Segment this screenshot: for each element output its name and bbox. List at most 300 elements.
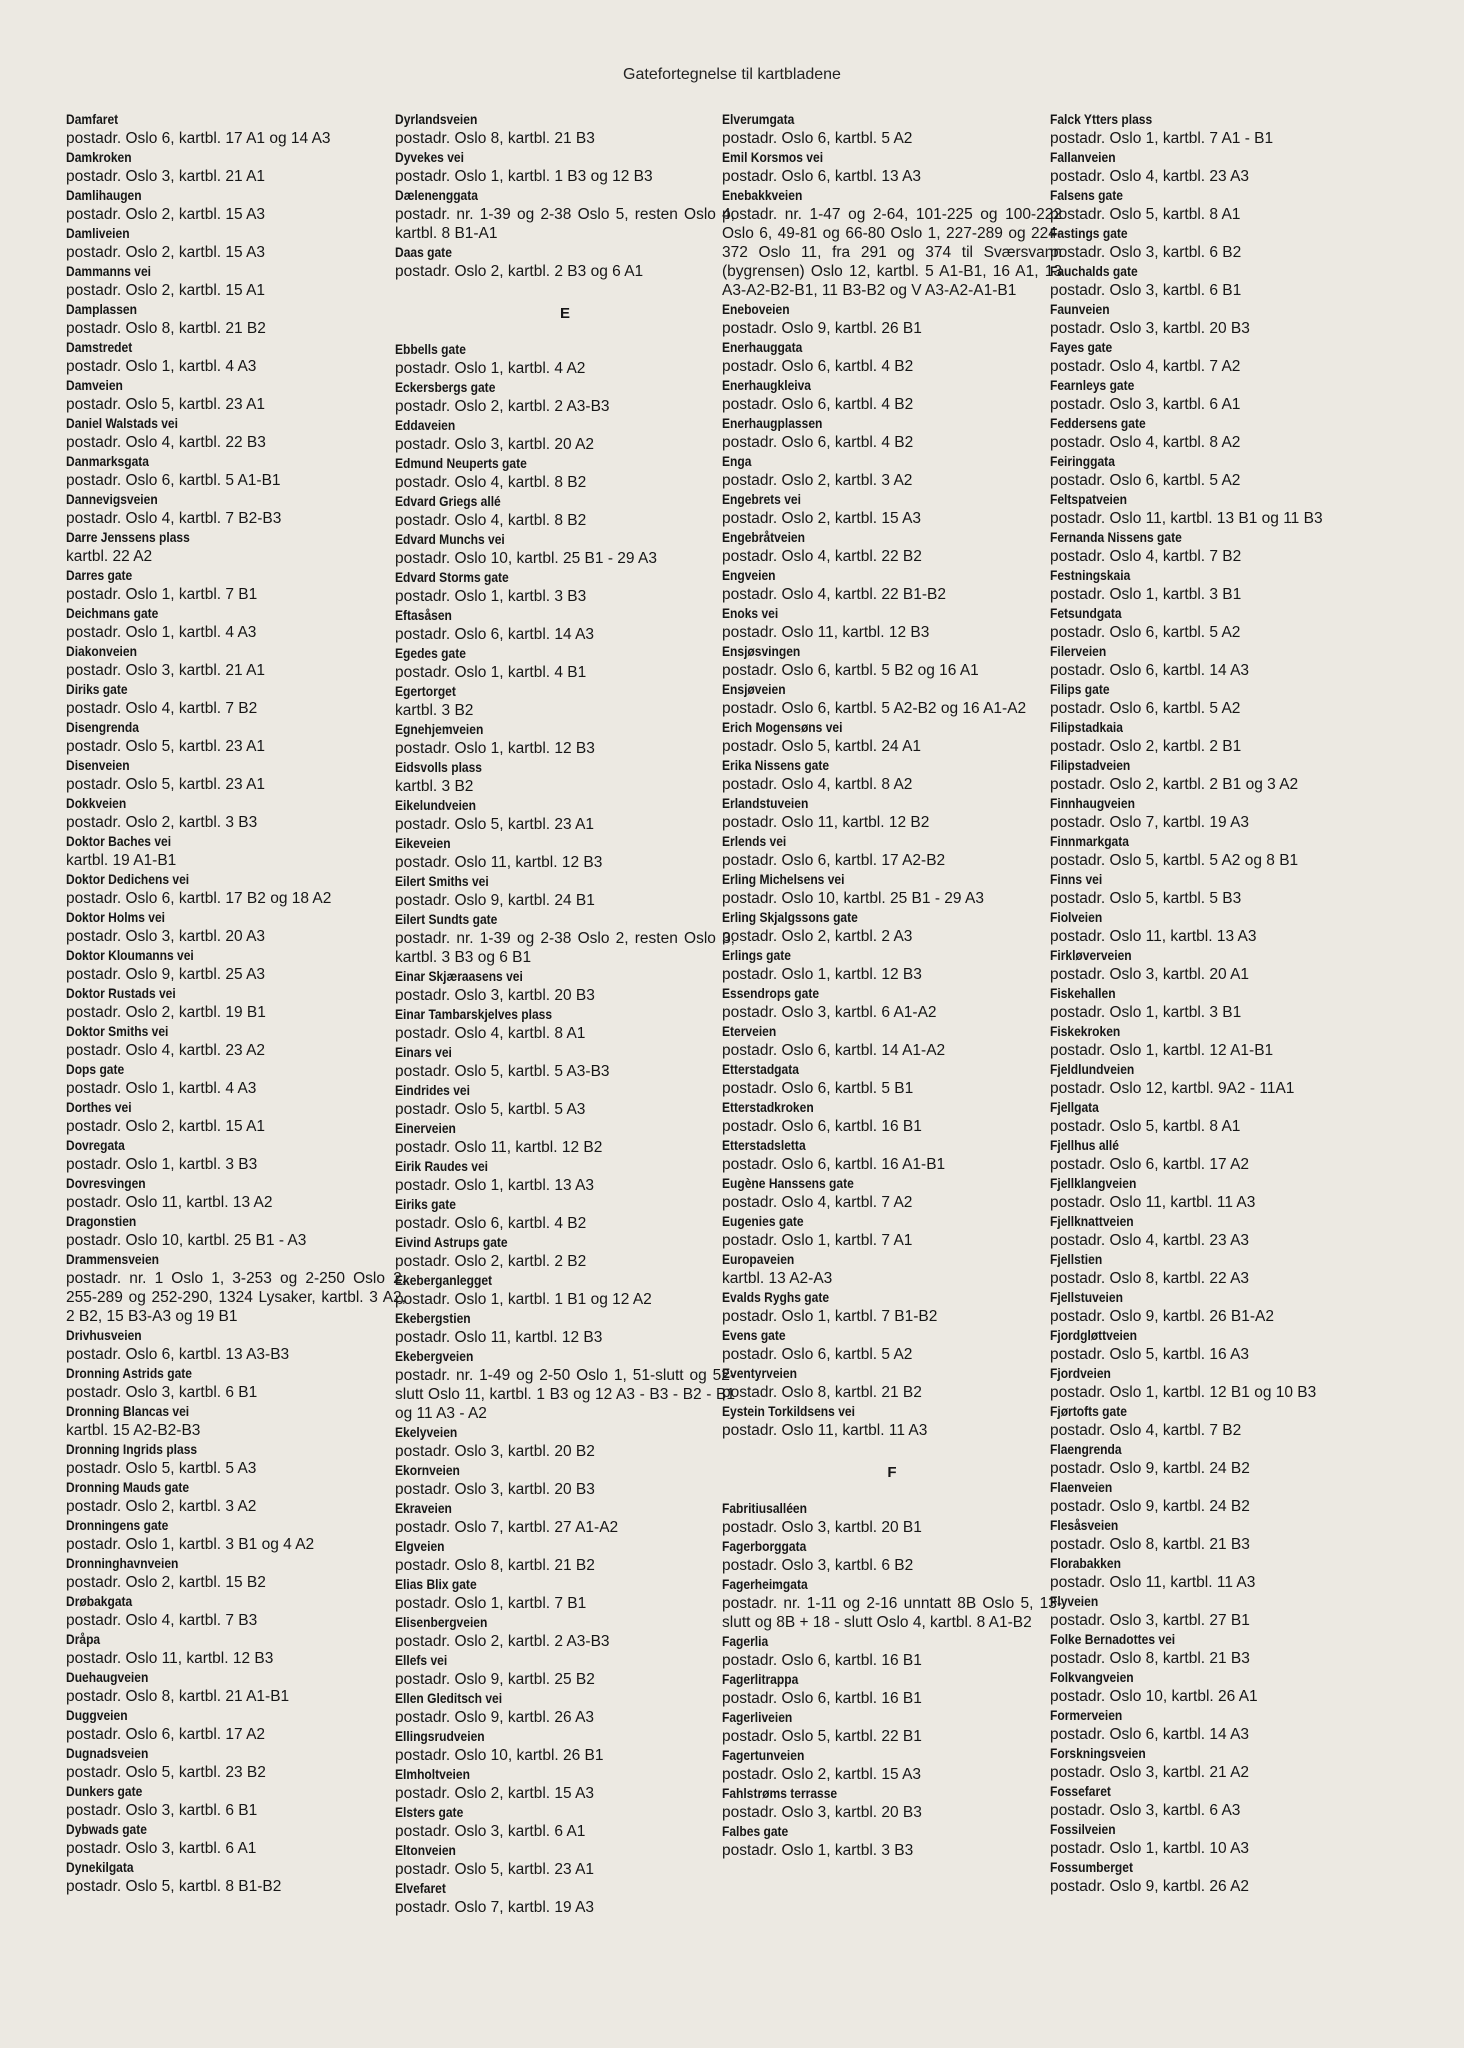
street-entry xyxy=(66,452,406,490)
street-address-detail: postadr. Oslo 6, kartbl. 17 A2 xyxy=(1050,1156,1250,1173)
street-address-detail: postadr. Oslo 9, kartbl. 26 A3 xyxy=(395,1709,595,1726)
street-entry xyxy=(66,186,406,224)
street-name: Dokkveien xyxy=(66,795,127,811)
street-address-detail: postadr. Oslo 1, kartbl. 12 B1 og 10 B3 xyxy=(1050,1384,1317,1401)
street-entry xyxy=(395,1461,735,1499)
street-entry xyxy=(1050,1402,1390,1440)
street-entry xyxy=(1050,224,1390,262)
street-entry xyxy=(1050,718,1390,756)
street-name: Fjørtofts gate xyxy=(1050,1403,1127,1419)
street-entry xyxy=(66,1174,406,1212)
street-address-detail: postadr. Oslo 6, kartbl. 13 A3 xyxy=(722,168,922,185)
street-address-detail: postadr. Oslo 3, kartbl. 21 A1 xyxy=(66,662,266,679)
street-entry xyxy=(722,1784,1062,1822)
street-address-detail: postadr. Oslo 11, kartbl. 12 B3 xyxy=(395,854,603,871)
street-entry xyxy=(66,1782,406,1820)
street-entry xyxy=(395,148,735,186)
street-name: Doktor Baches vei xyxy=(66,833,172,849)
street-entry xyxy=(722,908,1062,946)
street-entry xyxy=(395,1841,735,1879)
street-entry xyxy=(395,1347,735,1423)
street-name: Fjellklangveien xyxy=(1050,1175,1137,1191)
street-column-1 xyxy=(66,110,406,1896)
street-name: Ebbells gate xyxy=(395,341,466,357)
street-address-detail: postadr. Oslo 9, kartbl. 26 A2 xyxy=(1050,1878,1250,1895)
street-entry xyxy=(1050,946,1390,984)
street-name: Ellen Gleditsch vei xyxy=(395,1690,503,1706)
street-name: Feltspatveien xyxy=(1050,491,1127,507)
street-name: Dorthes vei xyxy=(66,1099,132,1115)
street-entry xyxy=(395,834,735,872)
street-address-detail: postadr. Oslo 5, kartbl. 23 A1 xyxy=(66,396,266,413)
street-entry xyxy=(1050,1364,1390,1402)
street-address-detail: postadr. Oslo 1, kartbl. 3 B3 xyxy=(722,1842,914,1859)
street-name: Damstredet xyxy=(66,339,133,355)
street-name: Dannevigsveien xyxy=(66,491,158,507)
street-name: Fearnleys gate xyxy=(1050,377,1135,393)
street-name: Daniel Walstads vei xyxy=(66,415,178,431)
street-name: Filipstadveien xyxy=(1050,757,1131,773)
street-entry xyxy=(66,870,406,908)
street-address-detail: postadr. Oslo 4, kartbl. 7 B2 xyxy=(1050,548,1242,565)
street-entry xyxy=(1050,870,1390,908)
street-name: Dronning Astrids gate xyxy=(66,1365,192,1381)
street-entry xyxy=(395,1613,735,1651)
street-name: Dybwads gate xyxy=(66,1821,147,1837)
street-name: Eddaveien xyxy=(395,417,456,433)
street-entry xyxy=(395,1309,735,1347)
street-entry xyxy=(395,1765,735,1803)
street-address-detail: postadr. Oslo 5, kartbl. 5 B3 xyxy=(1050,890,1242,907)
street-name: Disenveien xyxy=(66,757,130,773)
street-entry xyxy=(1050,376,1390,414)
street-name: Eidsvolls plass xyxy=(395,759,483,775)
street-address-detail: postadr. Oslo 4, kartbl. 22 B3 xyxy=(66,434,266,451)
street-address-detail: postadr. Oslo 3, kartbl. 21 A2 xyxy=(1050,1764,1250,1781)
street-address-detail: postadr. Oslo 2, kartbl. 2 A3-B3 xyxy=(395,398,610,415)
street-entry xyxy=(722,338,1062,376)
street-name: Ensjøsvingen xyxy=(722,643,801,659)
street-entry xyxy=(395,1879,735,1917)
street-entry xyxy=(1050,490,1390,528)
street-address-detail: postadr. Oslo 1, kartbl. 7 A1 xyxy=(722,1232,913,1249)
street-address-detail: postadr. Oslo 4, kartbl. 22 B2 xyxy=(722,548,922,565)
street-entry xyxy=(722,452,1062,490)
street-entry xyxy=(395,1575,735,1613)
street-entry xyxy=(1050,794,1390,832)
street-entry xyxy=(66,1364,406,1402)
street-name: Fauchalds gate xyxy=(1050,263,1138,279)
street-name: Etterstadsletta xyxy=(722,1137,806,1153)
street-entry xyxy=(66,1630,406,1668)
street-address-detail: postadr. Oslo 4, kartbl. 7 B2 xyxy=(1050,1422,1242,1439)
street-name: Einar Tambarskjelves plass xyxy=(395,1006,553,1022)
street-name: Edvard Munchs vei xyxy=(395,531,505,547)
street-name: Disengrenda xyxy=(66,719,139,735)
street-entry xyxy=(395,1689,735,1727)
street-entry xyxy=(66,832,406,870)
street-name: Dunkers gate xyxy=(66,1783,143,1799)
street-address-detail: postadr. Oslo 3, kartbl. 6 B1 xyxy=(66,1384,258,1401)
street-name: Fiskehallen xyxy=(1050,985,1116,1001)
street-entry xyxy=(66,794,406,832)
street-entry xyxy=(395,872,735,910)
street-column-3 xyxy=(722,110,1062,1860)
street-name: Engveien xyxy=(722,567,776,583)
street-name: Fastings gate xyxy=(1050,225,1128,241)
street-entry xyxy=(395,1499,735,1537)
street-name: Folkvangveien xyxy=(1050,1669,1134,1685)
street-entry xyxy=(66,1554,406,1592)
street-name: Damfaret xyxy=(66,111,119,127)
street-name: Dynekilgata xyxy=(66,1859,134,1875)
street-address-detail: postadr. Oslo 6, kartbl. 4 B2 xyxy=(395,1215,587,1232)
street-entry xyxy=(395,186,735,243)
street-name: Eikeveien xyxy=(395,835,451,851)
street-entry xyxy=(395,1803,735,1841)
street-name: Damveien xyxy=(66,377,123,393)
street-name: Damliveien xyxy=(66,225,130,241)
street-name: Erlandstuveien xyxy=(722,795,809,811)
street-name: Dyvekes vei xyxy=(395,149,464,165)
street-address-detail: postadr. Oslo 5, kartbl. 16 A3 xyxy=(1050,1346,1250,1363)
street-name: Drammensveien xyxy=(66,1251,160,1267)
street-name: Europaveien xyxy=(722,1251,795,1267)
street-address-detail: postadr. Oslo 5, kartbl. 23 A1 xyxy=(395,1861,595,1878)
street-entry xyxy=(1050,1820,1390,1858)
street-address-detail: postadr. Oslo 8, kartbl. 21 B2 xyxy=(66,320,266,337)
street-address-detail: postadr. Oslo 9, kartbl. 24 B2 xyxy=(1050,1460,1250,1477)
street-name: Flaenveien xyxy=(1050,1479,1113,1495)
street-entry xyxy=(66,300,406,338)
street-column-2 xyxy=(395,110,735,1917)
street-address-detail: postadr. Oslo 4, kartbl. 8 A1 xyxy=(395,1025,586,1042)
street-name: Engebråtveien xyxy=(722,529,805,545)
street-entry xyxy=(722,1364,1062,1402)
street-name: Dugnadsveien xyxy=(66,1745,149,1761)
street-entry xyxy=(395,110,735,148)
street-name: Egedes gate xyxy=(395,645,466,661)
street-name: Darre Jenssens plass xyxy=(66,529,190,545)
street-name: Eugène Hanssens gate xyxy=(722,1175,854,1191)
street-address-detail: postadr. Oslo 11, kartbl. 13 A3 xyxy=(1050,928,1257,945)
street-name: Erling Skjalgssons gate xyxy=(722,909,858,925)
street-address-detail: postadr. Oslo 1, kartbl. 1 B3 og 12 B3 xyxy=(395,168,653,185)
street-address-detail: postadr. Oslo 2, kartbl. 15 A3 xyxy=(395,1785,595,1802)
street-address-detail: postadr. Oslo 1, kartbl. 7 B1 xyxy=(66,586,258,603)
street-entry xyxy=(1050,1516,1390,1554)
street-entry xyxy=(722,984,1062,1022)
street-entry xyxy=(66,604,406,642)
street-address-detail: postadr. nr. 1-47 og 2-64, 101-225 og 100-222 Oslo 6, 49-81 og 66-80 Oslo 1, 227-289 og 224-372 Oslo 11, fra 291 og 374 til Sværsvann (bygrensen) Oslo 12, kartbl. 5 A1-B1, 16 A1, 13 A3-A2-B2-B1, 11 B3-B2 og V A3-A2-A1-B1 xyxy=(722,206,1062,299)
street-address-detail: postadr. Oslo 6, kartbl. 5 A2 xyxy=(1050,624,1241,641)
street-name: Duggveien xyxy=(66,1707,128,1723)
street-entry xyxy=(1050,984,1390,1022)
street-address-detail: postadr. Oslo 6, kartbl. 4 B2 xyxy=(722,434,914,451)
street-entry xyxy=(722,1212,1062,1250)
street-address-detail: postadr. nr. 1-39 og 2-38 Oslo 5, resten Oslo 4, kartbl. 8 B1-A1 xyxy=(395,206,735,242)
street-name: Flyveien xyxy=(1050,1593,1099,1609)
street-entry xyxy=(722,1402,1062,1440)
street-entry xyxy=(395,758,735,796)
street-address-detail: postadr. Oslo 7, kartbl. 19 A3 xyxy=(395,1899,595,1916)
street-address-detail: postadr. Oslo 3, kartbl. 6 B1 xyxy=(66,1802,258,1819)
street-address-detail: postadr. Oslo 4, kartbl. 7 A2 xyxy=(722,1194,913,1211)
street-address-detail: postadr. Oslo 2, kartbl. 2 B3 og 6 A1 xyxy=(395,263,644,280)
street-name: Einars vei xyxy=(395,1044,452,1060)
street-address-detail: postadr. Oslo 9, kartbl. 25 A3 xyxy=(66,966,266,983)
street-name: Falck Ytters plass xyxy=(1050,111,1153,127)
street-entry xyxy=(66,718,406,756)
street-name: Ellingsrudveien xyxy=(395,1728,485,1744)
street-address-detail: postadr. Oslo 10, kartbl. 25 B1 - A3 xyxy=(66,1232,307,1249)
street-address-detail: postadr. Oslo 2, kartbl. 15 A1 xyxy=(66,282,266,299)
street-address-detail: postadr. Oslo 10, kartbl. 26 A1 xyxy=(1050,1688,1258,1705)
street-name: Fiolveien xyxy=(1050,909,1103,925)
street-name: Diakonveien xyxy=(66,643,137,659)
street-name: Florabakken xyxy=(1050,1555,1121,1571)
street-entry xyxy=(66,680,406,718)
street-name: Dyrlandsveien xyxy=(395,111,478,127)
street-name: Finnhaugveien xyxy=(1050,795,1135,811)
street-address-detail: postadr. Oslo 6, kartbl. 4 B2 xyxy=(722,396,914,413)
street-name: Dronning Mauds gate xyxy=(66,1479,190,1495)
street-entry xyxy=(722,110,1062,148)
street-address-detail: kartbl. 3 B2 xyxy=(395,702,474,719)
street-name: Eckersbergs gate xyxy=(395,379,496,395)
street-name: Fagerlia xyxy=(722,1633,769,1649)
street-address-detail: postadr. Oslo 3, kartbl. 20 A1 xyxy=(1050,966,1250,983)
street-name: Erlends vei xyxy=(722,833,787,849)
street-address-detail: postadr. Oslo 2, kartbl. 2 B1 og 3 A2 xyxy=(1050,776,1299,793)
street-address-detail: postadr. Oslo 6, kartbl. 5 B2 og 16 A1 xyxy=(722,662,979,679)
street-name: Fernanda Nissens gate xyxy=(1050,529,1182,545)
street-address-detail: postadr. Oslo 5, kartbl. 22 B1 xyxy=(722,1728,922,1745)
street-name: Dronning Ingrids plass xyxy=(66,1441,198,1457)
street-entry xyxy=(1050,1136,1390,1174)
street-name: Eneboveien xyxy=(722,301,790,317)
street-entry xyxy=(66,984,406,1022)
street-address-detail: postadr. Oslo 3, kartbl. 20 B3 xyxy=(395,987,595,1004)
street-address-detail: postadr. Oslo 1, kartbl. 1 B1 og 12 A2 xyxy=(395,1291,652,1308)
street-name: Fossilveien xyxy=(1050,1821,1116,1837)
street-entry xyxy=(66,224,406,262)
street-address-detail: postadr. Oslo 6, kartbl. 5 A1-B1 xyxy=(66,472,281,489)
street-name: Dronning Blancas vei xyxy=(66,1403,190,1419)
street-entry xyxy=(1050,908,1390,946)
street-name: Deichmans gate xyxy=(66,605,159,621)
street-address-detail: postadr. Oslo 1, kartbl. 12 B3 xyxy=(395,740,595,757)
street-entry xyxy=(722,1250,1062,1288)
street-name: Flesåsveien xyxy=(1050,1517,1119,1533)
street-name: Eftasåsen xyxy=(395,607,452,623)
street-name: Eindrides vei xyxy=(395,1082,470,1098)
street-address-detail: postadr. Oslo 4, kartbl. 23 A3 xyxy=(1050,168,1250,185)
street-name: Erika Nissens gate xyxy=(722,757,830,773)
street-address-detail: postadr. Oslo 5, kartbl. 5 A2 og 8 B1 xyxy=(1050,852,1299,869)
street-entry xyxy=(1050,1098,1390,1136)
street-address-detail: postadr. Oslo 2, kartbl. 15 A3 xyxy=(722,510,922,527)
street-address-detail: postadr. Oslo 6, kartbl. 17 A2-B2 xyxy=(722,852,946,869)
street-address-detail: kartbl. 19 A1-B1 xyxy=(66,852,177,869)
street-entry xyxy=(1050,148,1390,186)
street-address-detail: postadr. nr. 1-49 og 2-50 Oslo 1, 51-slutt og 52-slutt Oslo 11, kartbl. 1 B3 og 12 A3 - B3 - B2 - B1 og 11 A3 - A2 xyxy=(395,1367,735,1422)
street-entry xyxy=(1050,452,1390,490)
street-name: Doktor Dedichens vei xyxy=(66,871,190,887)
street-name: Fagerheimgata xyxy=(722,1576,808,1592)
street-entry xyxy=(66,376,406,414)
street-name: Formerveien xyxy=(1050,1707,1123,1723)
street-address-detail: postadr. Oslo 1, kartbl. 3 B1 og 4 A2 xyxy=(66,1536,315,1553)
street-entry xyxy=(1050,1782,1390,1820)
street-entry xyxy=(722,528,1062,566)
street-entry xyxy=(1050,528,1390,566)
street-address-detail: postadr. Oslo 3, kartbl. 21 A1 xyxy=(66,168,266,185)
street-entry xyxy=(722,832,1062,870)
street-address-detail: postadr. Oslo 6, kartbl. 14 A1-A2 xyxy=(722,1042,946,1059)
street-address-detail: postadr. Oslo 3, kartbl. 20 B3 xyxy=(1050,320,1250,337)
street-address-detail: postadr. Oslo 6, kartbl. 16 A1-B1 xyxy=(722,1156,946,1173)
street-name: Eivind Astrups gate xyxy=(395,1234,508,1250)
street-entry xyxy=(395,1727,735,1765)
street-name: Drivhusveien xyxy=(66,1327,142,1343)
street-entry xyxy=(722,1746,1062,1784)
street-name: Duehaugveien xyxy=(66,1669,149,1685)
street-entry xyxy=(395,1081,735,1119)
street-name: Fagertunveien xyxy=(722,1747,805,1763)
street-name: Ensjøveien xyxy=(722,681,786,697)
street-address-detail: postadr. Oslo 4, kartbl. 8 B2 xyxy=(395,474,587,491)
street-address-detail: postadr. Oslo 5, kartbl. 23 A1 xyxy=(395,816,595,833)
street-entry xyxy=(395,1423,735,1461)
street-address-detail: postadr. Oslo 8, kartbl. 21 B3 xyxy=(1050,1650,1250,1667)
street-entry xyxy=(1050,110,1390,148)
street-name: Ekornveien xyxy=(395,1462,460,1478)
street-address-detail: postadr. Oslo 5, kartbl. 23 A1 xyxy=(66,776,266,793)
street-entry xyxy=(395,1157,735,1195)
street-name: Flaengrenda xyxy=(1050,1441,1122,1457)
street-entry xyxy=(722,1098,1062,1136)
street-address-detail: postadr. Oslo 5, kartbl. 8 A1 xyxy=(1050,1118,1241,1135)
street-entry xyxy=(66,1440,406,1478)
street-entry xyxy=(1050,186,1390,224)
street-entry xyxy=(1050,262,1390,300)
street-address-detail: postadr. Oslo 11, kartbl. 11 A3 xyxy=(1050,1574,1256,1591)
street-entry xyxy=(66,110,406,148)
street-entry xyxy=(395,910,735,967)
street-name: Dælenenggata xyxy=(395,187,478,203)
street-entry xyxy=(395,243,735,281)
street-address-detail: postadr. Oslo 6, kartbl. 16 B1 xyxy=(722,1690,922,1707)
street-name: Fjordveien xyxy=(1050,1365,1111,1381)
section-letter-heading: E xyxy=(559,305,570,322)
street-name: Dragonstien xyxy=(66,1213,137,1229)
street-entry xyxy=(66,1060,406,1098)
street-address-detail: postadr. Oslo 11, kartbl. 12 B3 xyxy=(395,1329,603,1346)
street-entry xyxy=(66,414,406,452)
street-address-detail: postadr. Oslo 3, kartbl. 6 B2 xyxy=(722,1557,914,1574)
street-entry xyxy=(722,718,1062,756)
street-entry xyxy=(722,1822,1062,1860)
street-address-detail: postadr. Oslo 2, kartbl. 2 A3 xyxy=(722,928,913,945)
street-address-detail: kartbl. 22 A2 xyxy=(66,548,153,565)
street-name: Fjellstien xyxy=(1050,1251,1103,1267)
street-name: Erich Mogensøns vei xyxy=(722,719,843,735)
street-address-detail: postadr. Oslo 9, kartbl. 24 B1 xyxy=(395,892,595,909)
street-address-detail: postadr. Oslo 1, kartbl. 3 B1 xyxy=(1050,586,1242,603)
street-entry xyxy=(395,1195,735,1233)
street-name: Fagerliveien xyxy=(722,1709,793,1725)
street-address-detail: postadr. Oslo 11, kartbl. 11 A3 xyxy=(1050,1194,1256,1211)
street-entry xyxy=(1050,1706,1390,1744)
street-entry xyxy=(722,870,1062,908)
street-address-detail: postadr. Oslo 3, kartbl. 6 B2 xyxy=(1050,244,1242,261)
street-entry xyxy=(722,1136,1062,1174)
street-address-detail: postadr. Oslo 6, kartbl. 5 A2 xyxy=(722,1346,913,1363)
street-entry xyxy=(66,1744,406,1782)
street-entry xyxy=(66,756,406,794)
street-address-detail: postadr. Oslo 6, kartbl. 17 A2 xyxy=(66,1726,266,1743)
street-entry xyxy=(1050,1022,1390,1060)
street-address-detail: postadr. Oslo 10, kartbl. 25 B1 - 29 A3 xyxy=(722,890,984,907)
street-name: Doktor Smiths vei xyxy=(66,1023,169,1039)
street-name: Ellefs vei xyxy=(395,1652,448,1668)
street-entry xyxy=(66,1326,406,1364)
street-name: Erlings gate xyxy=(722,947,791,963)
street-entry xyxy=(1050,1250,1390,1288)
street-address-detail: postadr. Oslo 2, kartbl. 3 A2 xyxy=(722,472,913,489)
street-address-detail: postadr. Oslo 5, kartbl. 5 A3 xyxy=(395,1101,586,1118)
street-name: Dronninghavnveien xyxy=(66,1555,179,1571)
street-entry xyxy=(722,1632,1062,1670)
street-entry xyxy=(722,300,1062,338)
street-address-detail: postadr. Oslo 11, kartbl. 12 B3 xyxy=(722,624,930,641)
street-name: Fahlstrøms terrasse xyxy=(722,1785,838,1801)
street-address-detail: postadr. Oslo 2, kartbl. 2 B2 xyxy=(395,1253,587,1270)
street-name: Emil Korsmos vei xyxy=(722,149,824,165)
street-name: Fjeldlundveien xyxy=(1050,1061,1135,1077)
street-name: Einerveien xyxy=(395,1120,456,1136)
street-entry xyxy=(1050,604,1390,642)
street-address-detail: postadr. Oslo 1, kartbl. 3 B1 xyxy=(1050,1004,1242,1021)
street-entry xyxy=(66,1820,406,1858)
street-entry xyxy=(722,1326,1062,1364)
street-entry xyxy=(1050,1554,1390,1592)
street-address-detail: postadr. nr. 1-11 og 2-16 unntatt 8B Oslo 5, 13-slutt og 8B + 18 - slutt Oslo 4, kartbl. 8 A1-B2 xyxy=(722,1595,1062,1631)
street-address-detail: kartbl. 13 A2-A3 xyxy=(722,1270,833,1287)
street-name: Dops gate xyxy=(66,1061,125,1077)
street-address-detail: postadr. Oslo 4, kartbl. 23 A2 xyxy=(66,1042,266,1059)
street-address-detail: postadr. Oslo 1, kartbl. 10 A3 xyxy=(1050,1840,1250,1857)
street-entry xyxy=(66,1706,406,1744)
street-address-detail: postadr. Oslo 6, kartbl. 4 B2 xyxy=(722,358,914,375)
street-entry xyxy=(66,1402,406,1440)
street-name: Edmund Neuperts gate xyxy=(395,455,527,471)
street-entry xyxy=(1050,1326,1390,1364)
street-name: Feiringgata xyxy=(1050,453,1115,469)
street-entry xyxy=(1050,1478,1390,1516)
street-entry xyxy=(66,1212,406,1250)
street-entry xyxy=(722,946,1062,984)
street-name: Dråpa xyxy=(66,1631,101,1647)
street-name: Daas gate xyxy=(395,244,452,260)
street-address-detail: postadr. Oslo 9, kartbl. 24 B2 xyxy=(1050,1498,1250,1515)
street-entry xyxy=(66,490,406,528)
street-address-detail: postadr. Oslo 4, kartbl. 8 A2 xyxy=(722,776,913,793)
street-address-detail: postadr. Oslo 3, kartbl. 6 A1-A2 xyxy=(722,1004,937,1021)
street-address-detail: postadr. Oslo 5, kartbl. 24 A1 xyxy=(722,738,922,755)
street-address-detail: postadr. Oslo 5, kartbl. 23 B2 xyxy=(66,1764,266,1781)
